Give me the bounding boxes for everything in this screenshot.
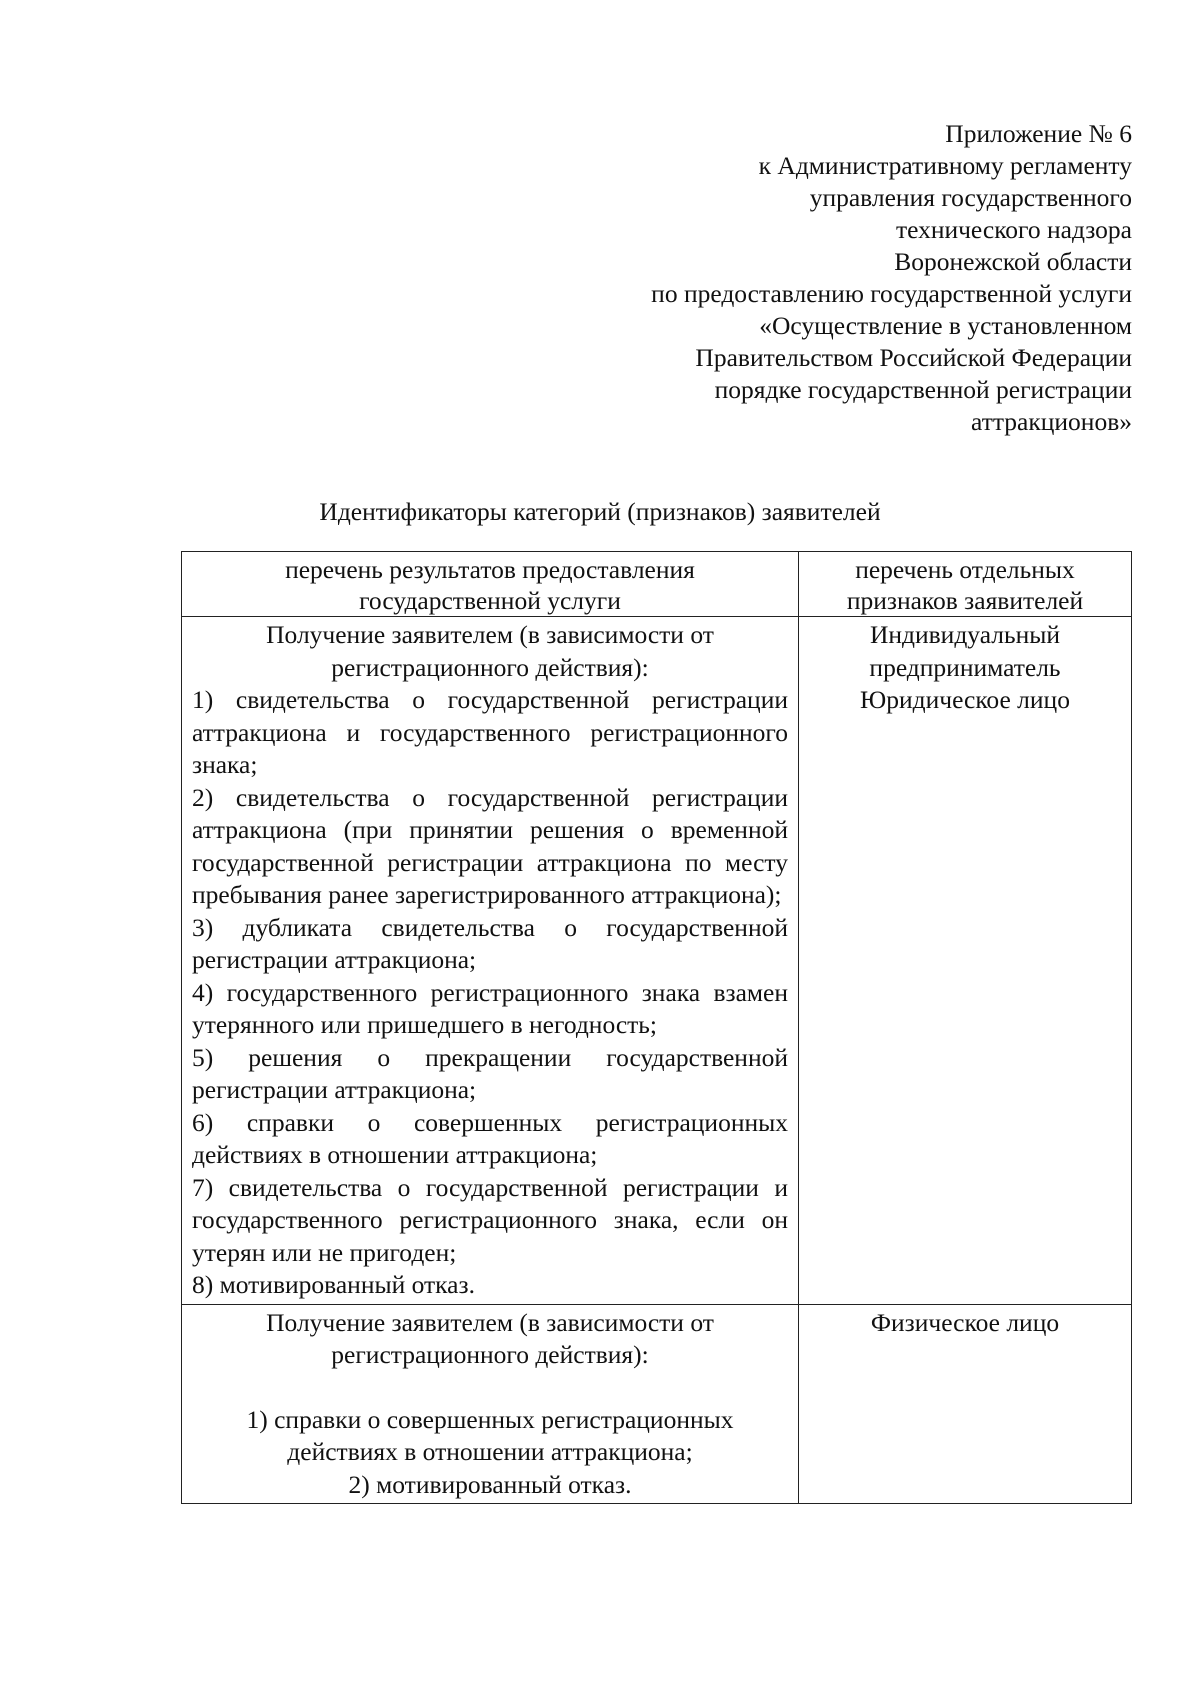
appendix-line: к Административному регламенту	[758, 151, 1132, 180]
result-item: 5) решения о прекращении государственной регистрации аттракциона;	[192, 1042, 788, 1104]
appendix-line: Приложение № 6	[945, 119, 1132, 148]
appendix-line: аттракционов»	[971, 407, 1132, 436]
results-cell	[182, 1304, 799, 1504]
table-row	[182, 1304, 1132, 1504]
appendix-line: по предоставлению государственной услуги	[651, 279, 1132, 308]
result-item: 7) свидетельства о государственной регистрации и государственного регистрационного знака, если он утерян или не пригоден;	[192, 1172, 788, 1267]
applicants-cell	[799, 1304, 1132, 1504]
results-cell	[182, 617, 799, 1305]
result-item: 8) мотивированный отказ.	[192, 1270, 475, 1299]
result-item: 1) свидетельства о государственной регистрации аттракциона и государственного регистрационного знака;	[192, 685, 788, 779]
appendix-line: управления государственного	[809, 183, 1132, 212]
results-intro: Получение заявителем (в зависимости от регистрационного действия):	[266, 620, 714, 682]
identifiers-table	[181, 551, 1132, 1504]
results-intro: Получение заявителем (в зависимости от регистрационного действия):	[266, 1307, 714, 1369]
applicant-category: Физическое лицо	[870, 1307, 1060, 1337]
result-item: 2) мотивированный отказ.	[348, 1469, 632, 1499]
appendix-line: Правительством Российской Федерации	[695, 343, 1132, 372]
column-header-results: перечень результатов предоставления государственной услуги	[182, 552, 799, 617]
table-header-row	[182, 552, 1132, 617]
table-row	[182, 617, 1132, 1305]
applicants-cell	[799, 617, 1132, 1305]
appendix-line: Воронежской области	[894, 247, 1132, 276]
appendix-line: порядке государственной регистрации	[714, 375, 1132, 404]
applicant-category: Индивидуальный предприниматель	[869, 620, 1061, 682]
document-title: Идентификаторы категорий (признаков) заявителей	[319, 497, 881, 526]
appendix-header	[651, 118, 1132, 438]
appendix-line: технического надзора	[895, 215, 1132, 244]
result-item: 1) справки о совершенных регистрационных действиях в отношении аттракциона;	[246, 1404, 734, 1466]
result-item: 6) справки о совершенных регистрационных действиях в отношении аттракциона;	[192, 1107, 788, 1169]
appendix-line: «Осуществление в установленном	[759, 311, 1132, 340]
result-item: 3) дубликата свидетельства о государственной регистрации аттракциона;	[192, 912, 788, 974]
applicant-category: Юридическое лицо	[860, 685, 1070, 714]
result-item: 2) свидетельства о государственной регистрации аттракциона (при принятии решения о временной государственной регистрации аттракциона по месту пребывания ранее зарегистрированного аттракциона);	[192, 782, 788, 909]
result-item: 4) государственного регистрационного знака взамен утерянного или пришедшего в негодность;	[192, 977, 788, 1039]
column-header-applicants: перечень отдельных признаков заявителей	[799, 552, 1132, 617]
blank-line	[192, 1372, 788, 1404]
